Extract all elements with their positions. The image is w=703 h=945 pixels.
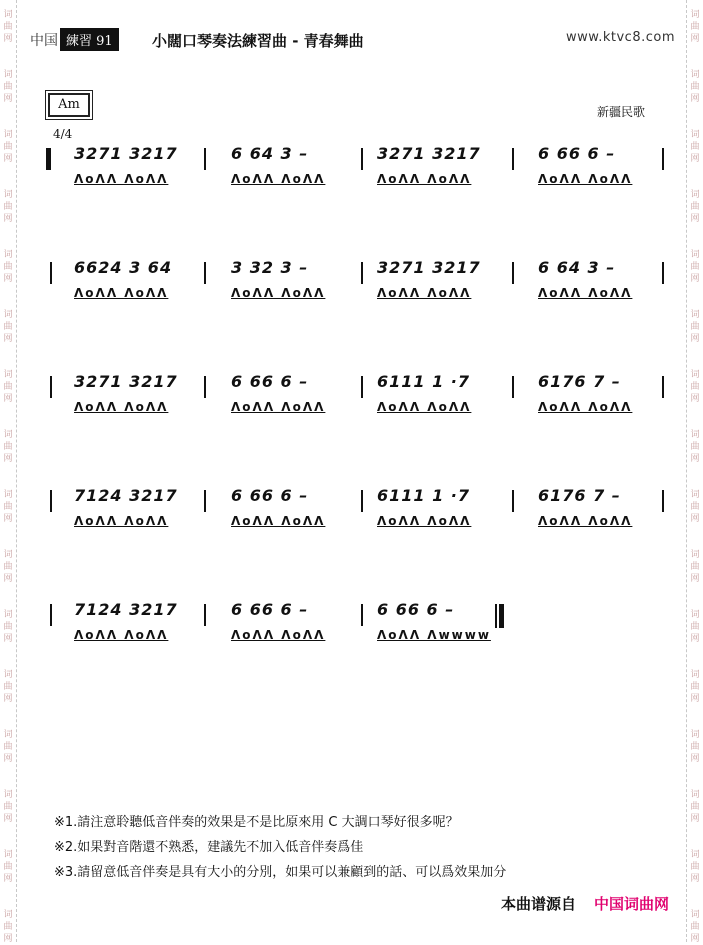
measure bbox=[538, 372, 668, 414]
measure bbox=[538, 144, 668, 186]
watermark-glyph: 曲 bbox=[3, 262, 13, 272]
measure bbox=[231, 372, 361, 414]
watermark-glyph: 词 bbox=[690, 550, 700, 560]
barline bbox=[361, 376, 363, 398]
barline bbox=[662, 376, 664, 398]
watermark-glyph: 网 bbox=[690, 694, 700, 704]
watermark-glyph: 词 bbox=[3, 790, 13, 800]
measure bbox=[377, 144, 507, 186]
measure-notes: 6176 7 – bbox=[538, 486, 621, 505]
watermark-glyph: 词 bbox=[3, 190, 13, 200]
score-row bbox=[44, 372, 669, 422]
barline bbox=[204, 604, 206, 626]
watermark-glyph: 网 bbox=[690, 514, 700, 524]
barline bbox=[361, 262, 363, 284]
footnotes bbox=[54, 810, 506, 885]
watermark-glyph: 网 bbox=[690, 274, 700, 284]
watermark-glyph: 词 bbox=[690, 670, 700, 680]
measure-notes: 6 66 6 – bbox=[377, 600, 455, 619]
measure bbox=[377, 258, 507, 300]
watermark-glyph: 曲 bbox=[690, 682, 700, 692]
watermark-glyph: 网 bbox=[690, 874, 700, 884]
watermark-glyph: 网 bbox=[690, 454, 700, 464]
measure-notes: 6111 1 ·7 bbox=[377, 486, 471, 505]
watermark-glyph: 曲 bbox=[690, 82, 700, 92]
watermark-glyph: 词 bbox=[690, 790, 700, 800]
barline bbox=[204, 262, 206, 284]
watermark-glyph: 曲 bbox=[3, 682, 13, 692]
watermark-glyph: 词 bbox=[3, 10, 13, 20]
watermark-glyph: 曲 bbox=[3, 382, 13, 392]
score-row bbox=[44, 600, 669, 650]
barline bbox=[46, 148, 51, 170]
watermark-glyph: 网 bbox=[690, 394, 700, 404]
barline bbox=[50, 376, 52, 398]
measure-notes: 6 66 6 – bbox=[538, 144, 616, 163]
watermark-glyph: 曲 bbox=[3, 562, 13, 572]
watermark-glyph: 网 bbox=[3, 34, 13, 44]
watermark-glyph: 曲 bbox=[690, 22, 700, 32]
score-row bbox=[44, 258, 669, 308]
watermark-glyph: 词 bbox=[690, 310, 700, 320]
watermark-glyph: 词 bbox=[3, 910, 13, 920]
source-brand: 中国词曲网 bbox=[593, 895, 669, 913]
watermark-glyph: 网 bbox=[690, 334, 700, 344]
right-watermark-strip bbox=[686, 0, 703, 942]
measure-accompaniment: ΛoΛΛ ΛoΛΛ bbox=[538, 400, 633, 414]
watermark-glyph: 词 bbox=[690, 190, 700, 200]
watermark-glyph: 网 bbox=[3, 94, 13, 104]
watermark-glyph: 曲 bbox=[690, 382, 700, 392]
barline bbox=[361, 490, 363, 512]
page-header bbox=[30, 28, 677, 50]
watermark-glyph: 曲 bbox=[690, 622, 700, 632]
measure-accompaniment: ΛoΛΛ ΛoΛΛ bbox=[74, 628, 169, 642]
watermark-glyph: 曲 bbox=[690, 742, 700, 752]
measure-accompaniment: ΛoΛΛ ΛoΛΛ bbox=[377, 172, 472, 186]
watermark-glyph: 词 bbox=[690, 250, 700, 260]
watermark-glyph: 网 bbox=[3, 274, 13, 284]
barline bbox=[361, 604, 363, 626]
measure-accompaniment: ΛoΛΛ ΛoΛΛ bbox=[231, 172, 326, 186]
watermark-glyph: 网 bbox=[690, 574, 700, 584]
watermark-glyph: 网 bbox=[690, 814, 700, 824]
barline bbox=[662, 490, 664, 512]
watermark-glyph: 曲 bbox=[3, 142, 13, 152]
measure-accompaniment: ΛoΛΛ ΛoΛΛ bbox=[231, 628, 326, 642]
watermark-glyph: 网 bbox=[3, 334, 13, 344]
measure bbox=[231, 600, 361, 642]
watermark-glyph: 词 bbox=[3, 70, 13, 80]
measure-notes: 6 66 6 – bbox=[231, 372, 309, 391]
measure-notes: 3271 3217 bbox=[74, 144, 178, 163]
final-barline bbox=[495, 604, 504, 628]
watermark-glyph: 曲 bbox=[3, 742, 13, 752]
watermark-glyph: 词 bbox=[690, 10, 700, 20]
watermark-glyph: 曲 bbox=[690, 262, 700, 272]
watermark-glyph: 网 bbox=[3, 694, 13, 704]
measure-accompaniment: ΛoΛΛ ΛoΛΛ bbox=[538, 286, 633, 300]
watermark-glyph: 词 bbox=[3, 490, 13, 500]
barline bbox=[50, 604, 52, 626]
measure-notes: 7124 3217 bbox=[74, 600, 178, 619]
measure-notes: 6 64 3 – bbox=[538, 258, 616, 277]
watermark-glyph: 词 bbox=[690, 490, 700, 500]
measure-accompaniment: ΛoΛΛ ΛoΛΛ bbox=[74, 172, 169, 186]
measure bbox=[231, 258, 361, 300]
watermark-glyph: 曲 bbox=[3, 502, 13, 512]
watermark-glyph: 词 bbox=[690, 910, 700, 920]
watermark-glyph: 曲 bbox=[690, 142, 700, 152]
barline bbox=[512, 376, 514, 398]
watermark-glyph: 词 bbox=[3, 130, 13, 140]
watermark-glyph: 曲 bbox=[690, 802, 700, 812]
barline bbox=[204, 148, 206, 170]
barline bbox=[512, 148, 514, 170]
watermark-glyph: 网 bbox=[690, 934, 700, 944]
measure bbox=[74, 600, 204, 642]
watermark-glyph: 网 bbox=[690, 214, 700, 224]
site-name-left: 中国 bbox=[30, 33, 58, 49]
measure-notes: 3 32 3 – bbox=[231, 258, 309, 277]
watermark-glyph: 词 bbox=[690, 610, 700, 620]
measure bbox=[377, 486, 507, 528]
barline bbox=[204, 376, 206, 398]
score-row bbox=[44, 486, 669, 536]
watermark-glyph: 词 bbox=[3, 310, 13, 320]
page-title: 小闊口琴奏法練習曲 - 青春舞曲 bbox=[152, 32, 364, 50]
measure-accompaniment: ΛoΛΛ ΛoΛΛ bbox=[377, 514, 472, 528]
measure-accompaniment: ΛoΛΛ ΛoΛΛ bbox=[231, 286, 326, 300]
footnote: ※3.請留意低音伴奏是具有大小的分別，如果可以兼顧到的話、可以爲效果加分 bbox=[54, 865, 507, 880]
exercise-badge: 練習 91 bbox=[60, 28, 119, 51]
watermark-glyph: 词 bbox=[3, 610, 13, 620]
source-label: 本曲谱源自 bbox=[500, 895, 576, 913]
watermark-glyph: 曲 bbox=[3, 622, 13, 632]
measure-accompaniment: ΛoΛΛ ΛoΛΛ bbox=[74, 514, 169, 528]
barline bbox=[512, 262, 514, 284]
watermark-glyph: 曲 bbox=[690, 862, 700, 872]
measure-accompaniment: ΛoΛΛ Λwwww bbox=[377, 628, 491, 642]
watermark-glyph: 网 bbox=[690, 754, 700, 764]
barline bbox=[50, 262, 52, 284]
watermark-glyph: 网 bbox=[3, 754, 13, 764]
measure bbox=[231, 486, 361, 528]
measure-accompaniment: ΛoΛΛ ΛoΛΛ bbox=[231, 514, 326, 528]
barline bbox=[50, 490, 52, 512]
watermark-glyph: 曲 bbox=[690, 202, 700, 212]
watermark-glyph: 词 bbox=[690, 850, 700, 860]
watermark-glyph: 词 bbox=[690, 430, 700, 440]
measure-notes: 3271 3217 bbox=[377, 144, 481, 163]
measure-accompaniment: ΛoΛΛ ΛoΛΛ bbox=[377, 400, 472, 414]
footer bbox=[501, 893, 669, 914]
watermark-glyph: 网 bbox=[690, 94, 700, 104]
watermark-glyph: 曲 bbox=[690, 922, 700, 932]
watermark-glyph: 网 bbox=[3, 874, 13, 884]
left-watermark-strip bbox=[0, 0, 17, 942]
score-row bbox=[44, 144, 669, 194]
measure-notes: 6 66 6 – bbox=[231, 486, 309, 505]
footnote: ※2.如果對音階還不熟悉，建議先不加入低音伴奏爲佳 bbox=[54, 840, 364, 855]
watermark-glyph: 曲 bbox=[690, 502, 700, 512]
time-signature: 4/4 bbox=[53, 127, 73, 141]
watermark-glyph: 词 bbox=[3, 670, 13, 680]
watermark-glyph: 词 bbox=[3, 370, 13, 380]
measure-accompaniment: ΛoΛΛ ΛoΛΛ bbox=[74, 286, 169, 300]
watermark-glyph: 词 bbox=[3, 850, 13, 860]
barline bbox=[662, 148, 664, 170]
watermark-glyph: 词 bbox=[690, 730, 700, 740]
watermark-glyph: 词 bbox=[690, 130, 700, 140]
watermark-glyph: 曲 bbox=[690, 442, 700, 452]
watermark-glyph: 网 bbox=[690, 634, 700, 644]
key-signature-box: Am bbox=[48, 93, 90, 117]
measure bbox=[538, 486, 668, 528]
watermark-glyph: 曲 bbox=[3, 442, 13, 452]
measure bbox=[74, 258, 204, 300]
watermark-glyph: 词 bbox=[3, 730, 13, 740]
measure bbox=[377, 372, 507, 414]
measure-notes: 6 64 3 – bbox=[231, 144, 309, 163]
watermark-glyph: 曲 bbox=[3, 862, 13, 872]
watermark-glyph: 网 bbox=[3, 214, 13, 224]
footnote: ※1.請注意聆聽低音伴奏的效果是不是比原來用 C 大調口琴好很多呢？ bbox=[54, 815, 459, 830]
barline bbox=[361, 148, 363, 170]
watermark-glyph: 网 bbox=[690, 154, 700, 164]
watermark-glyph: 网 bbox=[3, 574, 13, 584]
watermark-glyph: 词 bbox=[3, 430, 13, 440]
watermark-glyph: 词 bbox=[3, 250, 13, 260]
barline bbox=[662, 262, 664, 284]
measure-notes: 3271 3217 bbox=[74, 372, 178, 391]
measure-notes: 6111 1 ·7 bbox=[377, 372, 471, 391]
song-origin: 新疆民歌 bbox=[596, 105, 645, 119]
watermark-glyph: 网 bbox=[3, 394, 13, 404]
watermark-glyph: 曲 bbox=[3, 202, 13, 212]
watermark-glyph: 曲 bbox=[3, 922, 13, 932]
watermark-glyph: 网 bbox=[3, 514, 13, 524]
watermark-glyph: 词 bbox=[690, 370, 700, 380]
watermark-glyph: 词 bbox=[3, 550, 13, 560]
barline bbox=[512, 490, 514, 512]
measure-notes: 6176 7 – bbox=[538, 372, 621, 391]
measure bbox=[538, 258, 668, 300]
measure-accompaniment: ΛoΛΛ ΛoΛΛ bbox=[377, 286, 472, 300]
watermark-glyph: 词 bbox=[690, 70, 700, 80]
measure bbox=[74, 486, 204, 528]
watermark-glyph: 曲 bbox=[3, 322, 13, 332]
watermark-glyph: 网 bbox=[3, 814, 13, 824]
measure-accompaniment: ΛoΛΛ ΛoΛΛ bbox=[231, 400, 326, 414]
measure-accompaniment: ΛoΛΛ ΛoΛΛ bbox=[74, 400, 169, 414]
watermark-glyph: 网 bbox=[3, 454, 13, 464]
measure-notes: 7124 3217 bbox=[74, 486, 178, 505]
watermark-glyph: 曲 bbox=[690, 322, 700, 332]
measure-accompaniment: ΛoΛΛ ΛoΛΛ bbox=[538, 514, 633, 528]
watermark-glyph: 曲 bbox=[3, 802, 13, 812]
watermark-glyph: 曲 bbox=[3, 22, 13, 32]
measure-notes: 6 66 6 – bbox=[231, 600, 309, 619]
watermark-glyph: 曲 bbox=[690, 562, 700, 572]
measure-notes: 6624 3 64 bbox=[74, 258, 173, 277]
watermark-glyph: 网 bbox=[690, 34, 700, 44]
watermark-glyph: 网 bbox=[3, 634, 13, 644]
measure bbox=[377, 600, 507, 642]
site-url: www.ktvc8.com bbox=[566, 30, 675, 45]
measure bbox=[74, 372, 204, 414]
measure bbox=[74, 144, 204, 186]
measure-accompaniment: ΛoΛΛ ΛoΛΛ bbox=[538, 172, 633, 186]
barline bbox=[204, 490, 206, 512]
watermark-glyph: 曲 bbox=[3, 82, 13, 92]
watermark-glyph: 网 bbox=[3, 154, 13, 164]
measure bbox=[231, 144, 361, 186]
measure-notes: 3271 3217 bbox=[377, 258, 481, 277]
watermark-glyph: 网 bbox=[3, 934, 13, 944]
